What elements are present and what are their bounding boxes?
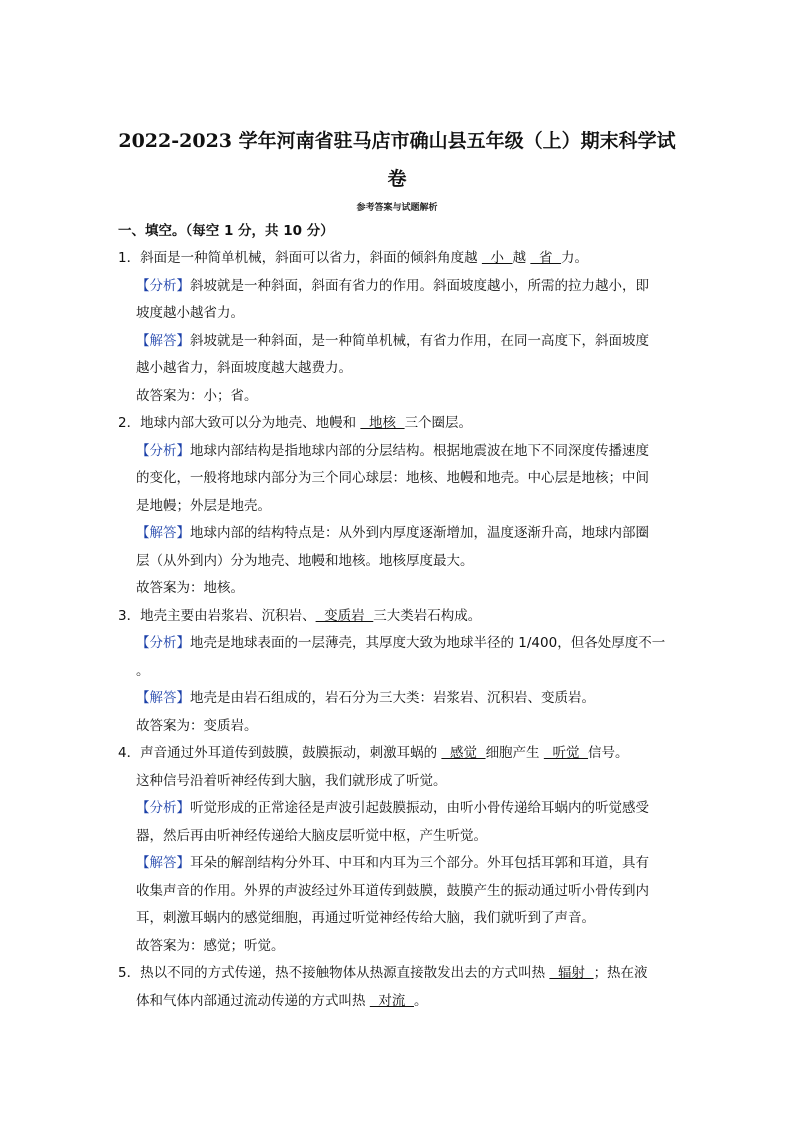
question-text: 5．热以不同的方式传递，热不接触物体从热源直接散发出去的方式叫热 <box>118 965 550 981</box>
solution-text: 耳朵的解剖结构分外耳、中耳和内耳为三个部分。外耳包括耳郭和耳道，具有 <box>190 855 649 871</box>
question-text: 三个圈层。 <box>404 415 473 431</box>
analysis-tag: 【分析】 <box>136 277 190 294</box>
analysis-text: 地壳是地球表面的一层薄壳，其厚度大致为地球半径的 1/400，但各处厚度不一 <box>190 635 666 651</box>
answer-q4: 故答案为：感觉；听觉。 <box>136 937 285 954</box>
analysis-tag: 【分析】 <box>136 635 190 651</box>
answer-blank: 变质岩 <box>315 607 374 624</box>
solution-tag: 【解答】 <box>136 332 190 349</box>
question-text: 越 <box>512 250 531 266</box>
question-text: 1．斜面是一种简单机械，斜面可以省力，斜面的倾斜角度越 <box>118 250 482 266</box>
question-text: ；热在液 <box>593 965 648 981</box>
question-text: 3．地壳主要由岩浆岩、沉积岩、 <box>118 607 316 624</box>
analysis-text: 听觉形成的正常途径是声波引起鼓膜振动，由听小骨传递给耳蜗内的听觉感受 <box>190 800 649 816</box>
document-body <box>118 218 688 1015</box>
question-text: 三大类岩石构成。 <box>373 607 482 624</box>
answer-q1: 故答案为：小；省。 <box>136 387 258 404</box>
analysis-tag: 【分析】 <box>136 442 190 459</box>
question-text: 信号。 <box>588 745 629 761</box>
solution-q2 <box>118 520 688 548</box>
document-subtitle: 参考答案与试题解析 <box>356 203 438 213</box>
question-5-cont <box>118 988 688 1016</box>
solution-q2-cont: 层（从外到内）分为地壳、地幔和地核。地核厚度最大。 <box>136 552 474 569</box>
solution-text: 地球内部的结构特点是：从外到内厚度逐渐增加，温度逐渐升高，地球内部圈 <box>190 525 649 541</box>
solution-q4-cont: 耳，刺激耳蜗内的感觉细胞，再通过听觉神经传给大脑，我们就听到了声音。 <box>136 910 595 926</box>
document-title <box>0 122 794 198</box>
solution-text: 斜坡就是一种斜面，是一种简单机械，有省力作用，在同一高度下，斜面坡度 <box>190 332 649 349</box>
question-text: 体和气体内部通过流动传递的方式叫热 <box>136 992 370 1009</box>
analysis-q2 <box>118 438 688 466</box>
solution-q1-cont: 越小越省力，斜面坡度越大越费力。 <box>136 360 352 376</box>
question-4 <box>118 740 688 768</box>
question-text: 。 <box>413 992 428 1009</box>
answer-blank: 对流 <box>369 992 414 1009</box>
analysis-q1-cont: 坡度越小越省力。 <box>136 305 244 321</box>
title-line-2: 卷 <box>387 168 407 190</box>
analysis-text: 斜坡就是一种斜面，斜面有省力的作用。斜面坡度越小，所需的拉力越小，即 <box>190 277 649 294</box>
solution-q4-cont: 收集声音的作用。外界的声波经过外耳道传到鼓膜，鼓膜产生的振动通过听小骨传到内 <box>136 882 649 899</box>
solution-tag: 【解答】 <box>136 690 190 706</box>
answer-q3: 故答案为：变质岩。 <box>136 717 258 734</box>
solution-q4 <box>118 850 688 878</box>
analysis-q1 <box>118 273 688 301</box>
analysis-q3-cont: 。 <box>136 662 150 679</box>
analysis-q4 <box>118 795 688 823</box>
question-4-cont: 这种信号沿着听神经传到大脑，我们就形成了听觉。 <box>136 772 447 789</box>
question-1 <box>118 245 688 273</box>
analysis-text: 地球内部结构是指地球内部的分层结构。根据地震波在地下不同深度传播速度 <box>190 442 649 459</box>
analysis-tag: 【分析】 <box>136 800 190 816</box>
answer-blank: 省 <box>530 250 562 266</box>
question-5 <box>118 960 688 988</box>
answer-blank: 辐射 <box>549 965 594 981</box>
solution-tag: 【解答】 <box>136 855 190 871</box>
analysis-q2-cont: 是地幔；外层是地壳。 <box>136 497 271 514</box>
solution-text: 地壳是由岩石组成的，岩石分为三大类：岩浆岩、沉积岩、变质岩。 <box>190 690 595 706</box>
analysis-q4-cont: 器，然后再由听神经传递给大脑皮层听觉中枢，产生听觉。 <box>136 827 487 844</box>
solution-q3 <box>118 685 688 713</box>
analysis-q2-cont: 的变化，一般将地球内部分为三个同心球层：地核、地幔和地壳。中心层是地核；中间 <box>136 470 649 486</box>
answer-blank: 感觉 <box>441 745 486 761</box>
solution-tag: 【解答】 <box>136 525 190 541</box>
question-3 <box>118 603 688 631</box>
question-text: 2．地球内部大致可以分为地壳、地幔和 <box>118 415 361 431</box>
question-2 <box>118 410 688 438</box>
answer-q2: 故答案为：地核。 <box>136 580 244 596</box>
solution-q1 <box>118 328 688 356</box>
answer-blank: 听觉 <box>543 745 589 761</box>
answer-blank: 地核 <box>360 415 405 431</box>
section-heading: 一、填空。（每空 1 分，共 10 分） <box>118 223 334 239</box>
title-line-1: 2022-2023 学年河南省驻马店市确山县五年级（上）期末科学试 <box>118 130 676 152</box>
question-text: 4．声音通过外耳道传到鼓膜，鼓膜振动，刺激耳蜗的 <box>118 745 442 761</box>
question-text: 力。 <box>561 250 589 266</box>
answer-blank: 小 <box>481 250 513 266</box>
question-text: 细胞产生 <box>485 745 544 761</box>
analysis-q3 <box>118 630 688 658</box>
